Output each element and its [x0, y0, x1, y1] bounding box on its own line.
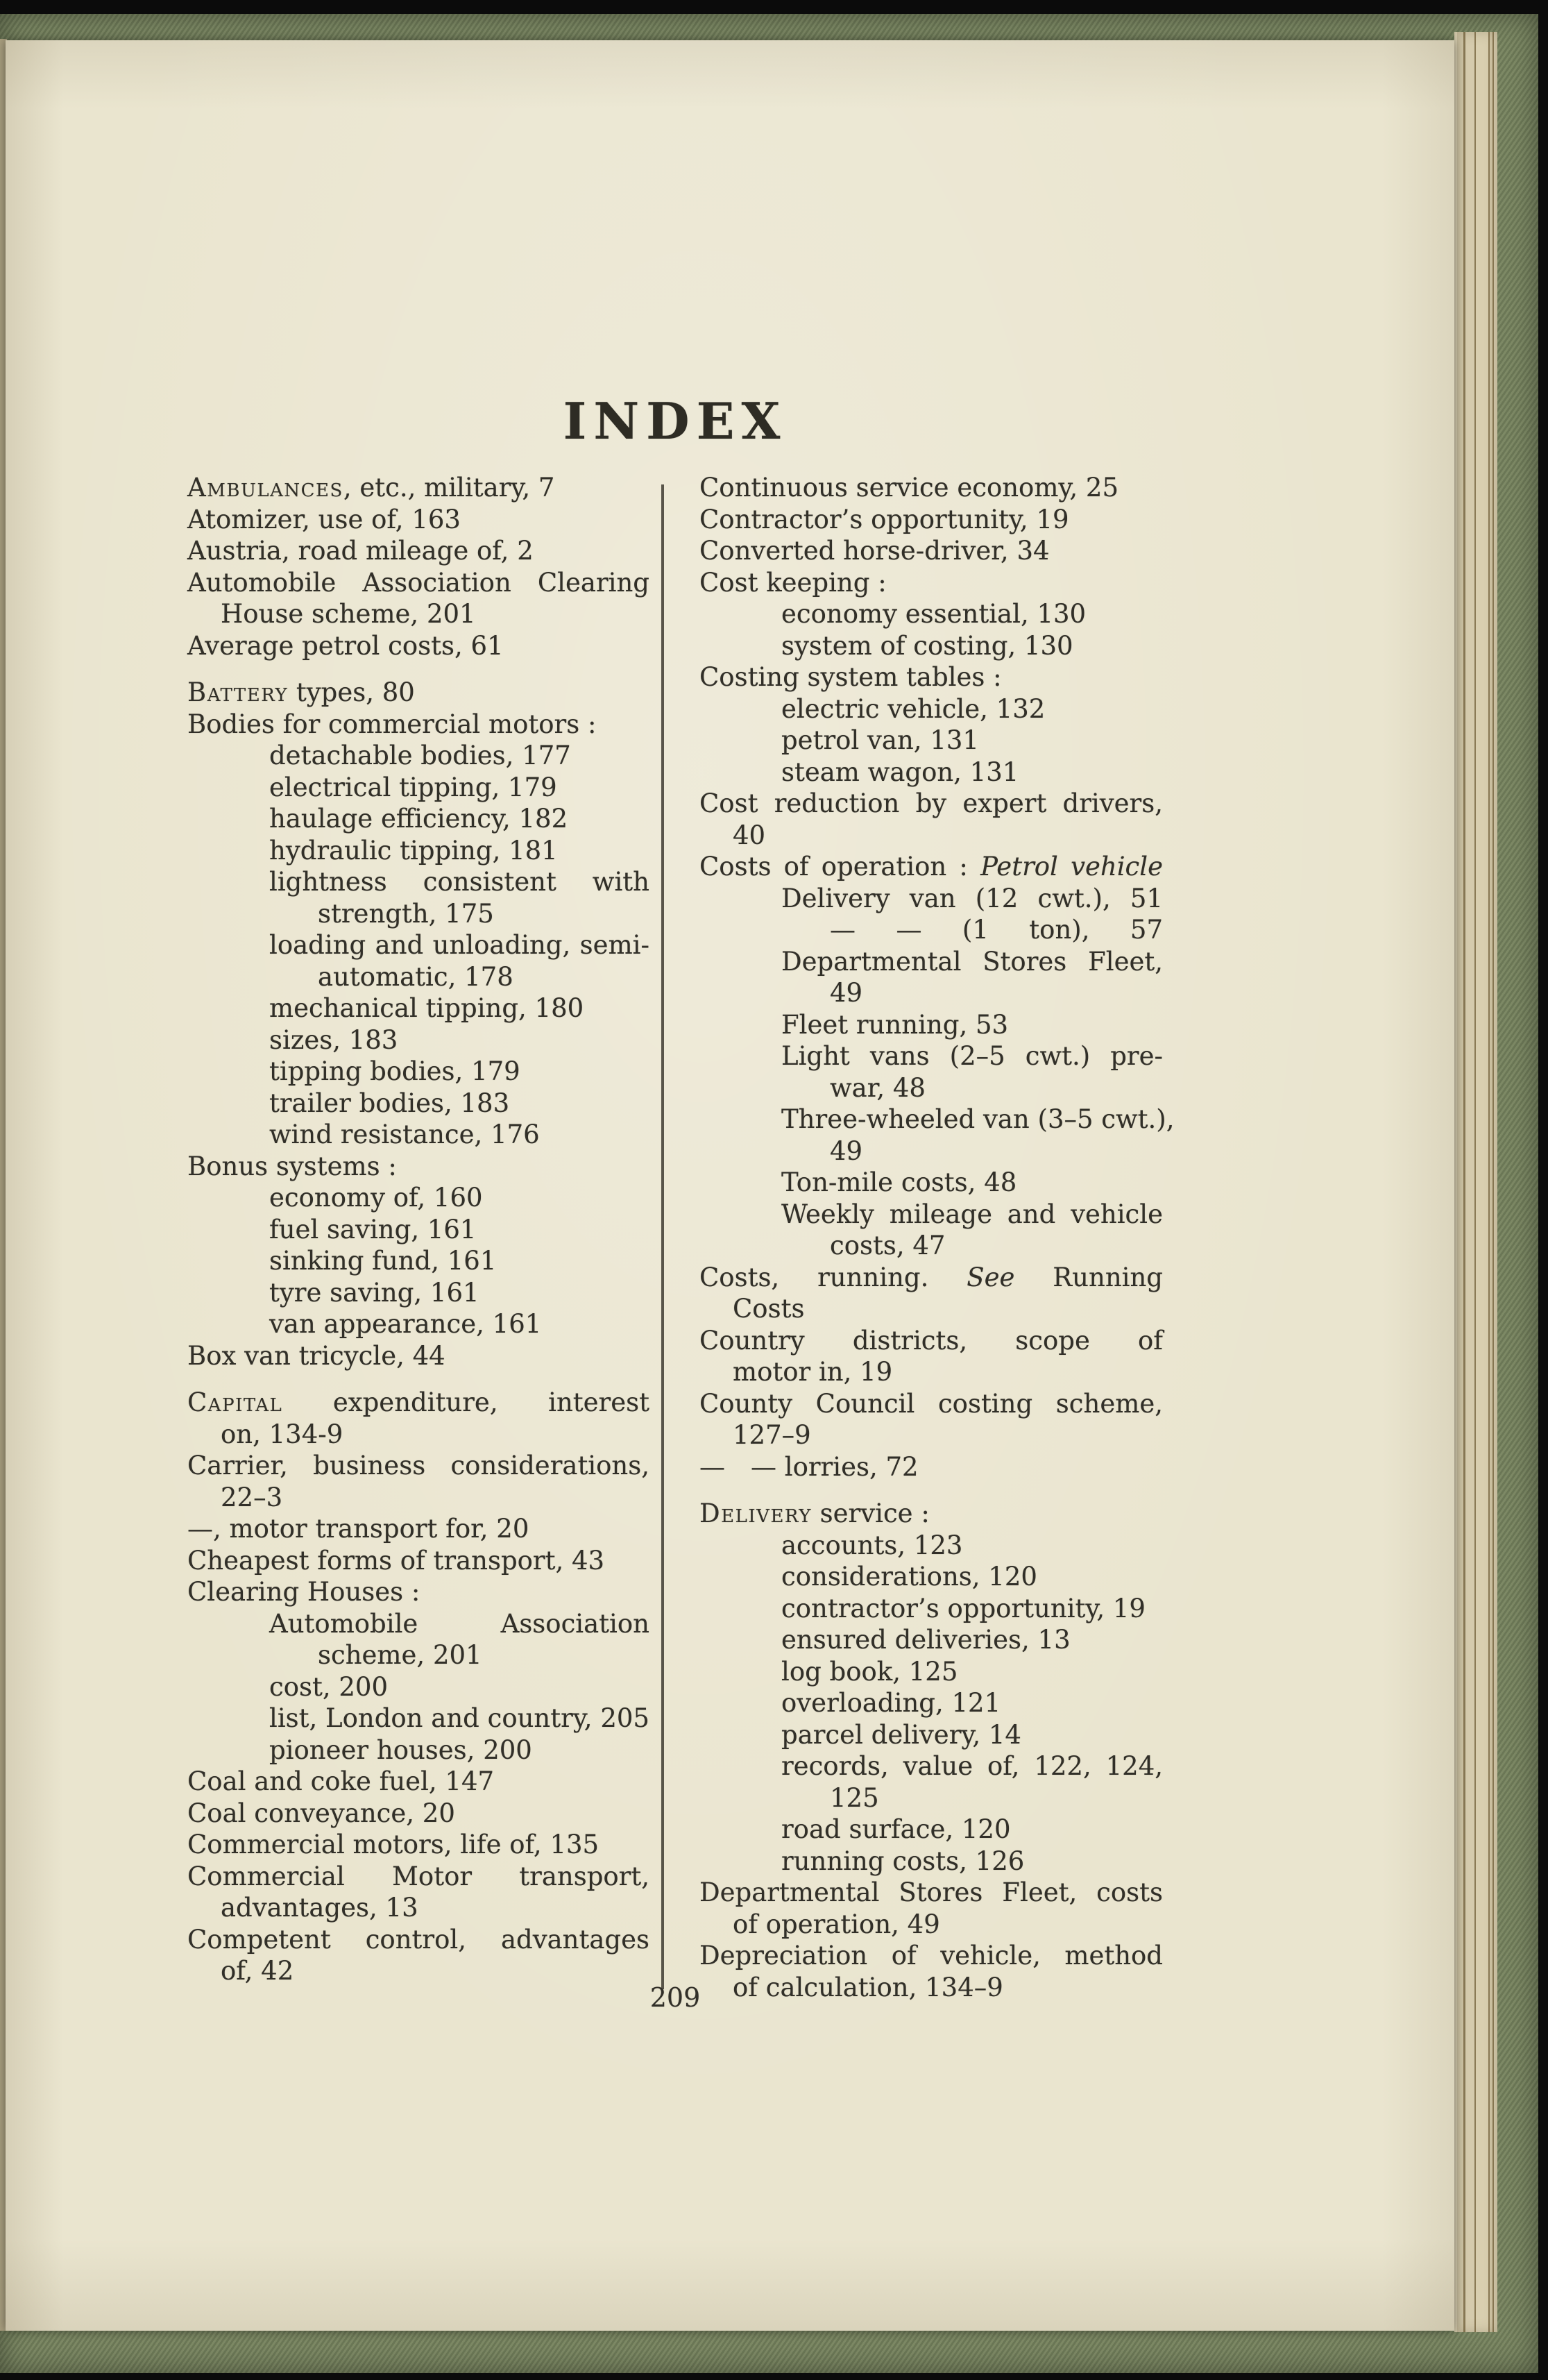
entry-text: contractor’s opportunity, 19 — [781, 1593, 1146, 1623]
entry-text: 49 — [830, 978, 863, 1008]
index-entry — [187, 1576, 649, 1608]
entry-text: tyre saving, 161 — [269, 1277, 479, 1308]
entry-text: Light vans (2–5 cwt.) pre- — [781, 1041, 1163, 1071]
index-entry — [699, 1419, 1163, 1451]
entry-text: 125 — [830, 1782, 879, 1813]
index-entry — [699, 535, 1163, 567]
entry-text: Cost keeping : — [699, 567, 887, 598]
index-entry — [187, 1829, 649, 1861]
entry-text: overloading, 121 — [781, 1688, 1001, 1718]
index-entry — [699, 1388, 1163, 1420]
entry-text: van appearance, 161 — [269, 1309, 542, 1339]
index-entry — [187, 961, 649, 993]
entry-text: running costs, 126 — [781, 1846, 1025, 1876]
entry-text: road surface, 120 — [781, 1814, 1011, 1844]
entry-text: wind resistance, 176 — [269, 1120, 540, 1149]
entry-text: of, 42 — [221, 1956, 294, 1986]
index-entry — [699, 946, 1163, 978]
index-entry — [699, 1846, 1163, 1877]
entry-text: accounts, 123 — [781, 1530, 963, 1560]
entry-text: steam wagon, 131 — [781, 757, 1019, 787]
entry-text: Cost reduction by expert drivers, — [699, 788, 1163, 818]
entry-text: economy of, 160 — [269, 1183, 483, 1213]
entry-text: sinking fund, 161 — [269, 1246, 497, 1276]
book-page — [6, 40, 1454, 2331]
index-entry — [699, 1356, 1163, 1388]
entry-text: haulage efficiency, 182 — [269, 804, 568, 834]
entry-text: County Council costing scheme, — [699, 1388, 1163, 1419]
index-entry — [187, 535, 649, 567]
entry-text: pioneer houses, 200 — [269, 1735, 532, 1765]
entry-text: Ton-mile costs, 48 — [781, 1167, 1017, 1197]
entry-text: Converted horse-driver, 34 — [699, 536, 1050, 566]
entry-text: mechanical tipping, 180 — [269, 993, 584, 1023]
entry-text: Box van tricycle, 44 — [187, 1340, 445, 1371]
index-entry — [699, 1814, 1163, 1846]
entry-text: Costing system tables : — [699, 662, 1002, 692]
index-entry — [699, 598, 1163, 630]
index-entry — [187, 1892, 649, 1924]
index-entry — [187, 898, 649, 930]
index-entry — [699, 883, 1163, 915]
index-column-left — [187, 472, 649, 1987]
entry-text: ensured deliveries, 13 — [781, 1625, 1071, 1655]
italic-text: Petrol vehicle — [980, 852, 1163, 881]
entry-text: Commercial motors, life of, 135 — [187, 1830, 599, 1859]
index-entry — [699, 914, 1163, 946]
index-entry — [699, 725, 1163, 757]
page-number: 209 — [649, 1982, 701, 2013]
index-entry — [187, 1214, 649, 1246]
entry-text: cost, 200 — [269, 1671, 388, 1702]
index-entry — [699, 1167, 1163, 1199]
index-entry — [187, 1056, 649, 1088]
index-entry — [699, 1877, 1163, 1909]
index-entry — [699, 1199, 1163, 1231]
index-entry — [187, 1671, 649, 1703]
index-entry — [699, 788, 1163, 820]
entry-text: tipping bodies, 179 — [269, 1056, 520, 1086]
index-entry — [187, 1151, 649, 1183]
page-fore-edges — [1454, 32, 1497, 2332]
index-entry — [699, 1593, 1163, 1625]
entry-text: Depreciation of vehicle, method — [699, 1941, 1163, 1970]
index-entry — [699, 1782, 1163, 1814]
index-entry — [187, 835, 649, 867]
entry-text: Departmental Stores Fleet, — [781, 946, 1163, 977]
index-entry — [187, 504, 649, 536]
entry-text: lightness consistent with — [269, 867, 649, 897]
index-entry — [187, 1308, 649, 1340]
entry-text: of calculation, 134–9 — [733, 1972, 1003, 2002]
index-entry — [187, 630, 649, 662]
entry-text: records, value of, 122, 124, — [781, 1751, 1163, 1781]
entry-text: Running — [1014, 1262, 1163, 1292]
index-entry — [187, 929, 649, 961]
entry-text: — — (1 ton), 57 — [830, 915, 1163, 945]
entry-text: Delivery van (12 cwt.), 51 — [781, 883, 1163, 913]
index-entry — [699, 757, 1163, 788]
index-entry — [187, 1419, 649, 1451]
entry-text: advantages, 13 — [221, 1893, 418, 1923]
entry-text: costs, 47 — [830, 1231, 946, 1260]
entry-text: detachable bodies, 177 — [269, 741, 571, 770]
entry-text: , etc., military, 7 — [343, 473, 555, 503]
entry-text: hydraulic tipping, 181 — [269, 835, 558, 866]
index-entry — [699, 1750, 1163, 1782]
entry-text: Atomizer, use of, 163 — [187, 504, 461, 534]
index-entry — [187, 598, 649, 630]
index-entry — [187, 803, 649, 835]
entry-text: motor in, 19 — [733, 1357, 893, 1387]
index-entry — [699, 504, 1163, 536]
index-entry — [187, 1798, 649, 1830]
entry-text: system of costing, 130 — [781, 630, 1073, 661]
index-entry — [699, 1561, 1163, 1593]
index-entry — [699, 1451, 1163, 1483]
page-title: INDEX — [563, 391, 788, 450]
entry-text: Coal and coke fuel, 147 — [187, 1766, 495, 1796]
entry-text: strength, 175 — [318, 898, 494, 929]
entry-text: Austria, road mileage of, 2 — [187, 536, 534, 566]
index-entry — [187, 1450, 649, 1482]
entry-text: service : — [811, 1499, 930, 1528]
entry-text: Costs — [733, 1294, 805, 1324]
entry-text: Contractor’s opportunity, 19 — [699, 504, 1069, 534]
entry-text: parcel delivery, 14 — [781, 1719, 1021, 1750]
index-entry — [187, 1119, 649, 1151]
index-entry — [187, 1735, 649, 1766]
entry-text: considerations, 120 — [781, 1562, 1037, 1592]
index-entry — [187, 1387, 649, 1419]
entry-text: Bodies for commercial motors : — [187, 709, 597, 739]
index-column-right — [699, 472, 1175, 2003]
index-entry — [699, 1136, 1163, 1167]
entry-text: Commercial Motor transport, — [187, 1861, 649, 1891]
entry-text: 22–3 — [221, 1482, 283, 1512]
index-entry — [187, 1182, 649, 1214]
index-entry — [187, 1340, 649, 1372]
entry-text: log book, 125 — [781, 1656, 958, 1687]
index-entry — [699, 1687, 1163, 1719]
entry-text: fuel saving, 161 — [269, 1214, 477, 1244]
index-entry — [187, 1639, 649, 1671]
index-entry — [699, 1325, 1163, 1357]
index-entry — [187, 1277, 649, 1309]
index-entry — [187, 567, 649, 599]
index-entry — [699, 851, 1163, 883]
entry-text: Automobile Association Clearing — [187, 567, 649, 598]
index-entry — [699, 1293, 1163, 1325]
entry-text: expenditure, interest — [282, 1387, 649, 1417]
entry-text: electric vehicle, 132 — [781, 693, 1046, 724]
index-entry — [187, 1924, 649, 1956]
index-entry — [699, 1530, 1163, 1562]
column-divider — [661, 484, 664, 1989]
index-entry — [699, 1624, 1163, 1656]
index-entry — [699, 1009, 1163, 1041]
index-entry — [187, 1608, 649, 1640]
entry-text: trailer bodies, 183 — [269, 1088, 510, 1118]
entry-text: — — lorries, 72 — [699, 1451, 919, 1482]
index-entry — [187, 740, 649, 772]
index-entry — [699, 1230, 1163, 1262]
index-entry — [187, 993, 649, 1024]
index-entry — [187, 709, 649, 741]
index-entry — [699, 1072, 1163, 1104]
small-caps-lead: Battery — [187, 677, 289, 707]
index-entry — [187, 677, 649, 709]
entry-text: Weekly mileage and vehicle — [781, 1199, 1163, 1229]
entry-text: Three-wheeled van (3–5 cwt.), — [781, 1104, 1175, 1134]
entry-text: economy essential, 130 — [781, 599, 1087, 629]
entry-text: scheme, 201 — [318, 1640, 482, 1670]
index-entry — [699, 820, 1163, 852]
entry-text: Costs of operation : — [699, 852, 981, 881]
entry-text: 40 — [733, 820, 766, 850]
entry-text: Country districts, scope of — [699, 1325, 1163, 1356]
entry-text: Continuous service economy, 25 — [699, 473, 1119, 503]
index-entry — [187, 1024, 649, 1056]
small-caps-lead: Capital — [187, 1387, 283, 1417]
entry-text: war, 48 — [830, 1072, 926, 1103]
entry-text: of operation, 49 — [733, 1909, 940, 1939]
entry-text: Bonus systems : — [187, 1151, 397, 1181]
index-entry — [187, 1513, 649, 1545]
entry-text: electrical tipping, 179 — [269, 772, 557, 802]
entry-text: loading and unloading, semi- — [269, 930, 649, 960]
entry-text: House scheme, 201 — [221, 599, 476, 629]
small-caps-lead: Delivery — [699, 1499, 812, 1528]
entry-text: Coal conveyance, 20 — [187, 1798, 455, 1828]
index-entry — [187, 472, 649, 504]
index-entry — [699, 1940, 1163, 1972]
index-entry — [187, 1861, 649, 1893]
index-entry — [699, 1498, 1163, 1530]
index-entry — [187, 866, 649, 898]
index-entry — [187, 1703, 649, 1735]
small-caps-lead: Ambulances — [187, 473, 343, 503]
index-entry — [187, 772, 649, 804]
entry-text: Clearing Houses : — [187, 1577, 420, 1607]
index-entry — [187, 1482, 649, 1514]
index-entry — [699, 1909, 1163, 1941]
index-entry — [699, 693, 1163, 725]
index-entry — [187, 1545, 649, 1577]
index-entry — [699, 630, 1163, 662]
entry-text: Costs, running. — [699, 1262, 967, 1292]
entry-text: automatic, 178 — [318, 961, 513, 992]
entry-text: Cheapest forms of transport, 43 — [187, 1545, 605, 1576]
index-entry — [187, 1088, 649, 1120]
entry-text: —, motor transport for, 20 — [187, 1514, 529, 1544]
entry-text: 49 — [830, 1136, 863, 1166]
index-entry — [699, 567, 1163, 599]
index-entry — [699, 661, 1163, 693]
entry-text: Automobile Association — [269, 1608, 649, 1639]
entry-text: petrol van, 131 — [781, 725, 979, 755]
entry-text: list, London and country, 205 — [269, 1703, 649, 1733]
index-entry — [699, 472, 1163, 504]
entry-text: Average petrol costs, 61 — [187, 630, 504, 661]
index-entry — [699, 1656, 1163, 1688]
index-entry — [699, 1262, 1163, 1294]
entry-text: Carrier, business considerations, — [187, 1451, 649, 1480]
entry-text: types, 80 — [288, 677, 415, 707]
index-entry — [699, 1040, 1163, 1072]
entry-text: Competent control, advantages — [187, 1924, 649, 1955]
index-entry — [187, 1245, 649, 1277]
index-entry — [187, 1766, 649, 1798]
entry-text: sizes, 183 — [269, 1024, 398, 1055]
entry-text: 127–9 — [733, 1420, 811, 1450]
entry-text: Departmental Stores Fleet, costs — [699, 1877, 1163, 1907]
index-entry — [699, 1719, 1163, 1751]
italic-text: See — [967, 1262, 1015, 1292]
index-entry — [699, 1104, 1175, 1136]
index-entry — [699, 977, 1163, 1009]
entry-text: Fleet running, 53 — [781, 1009, 1009, 1040]
entry-text: on, 134-9 — [221, 1419, 343, 1449]
